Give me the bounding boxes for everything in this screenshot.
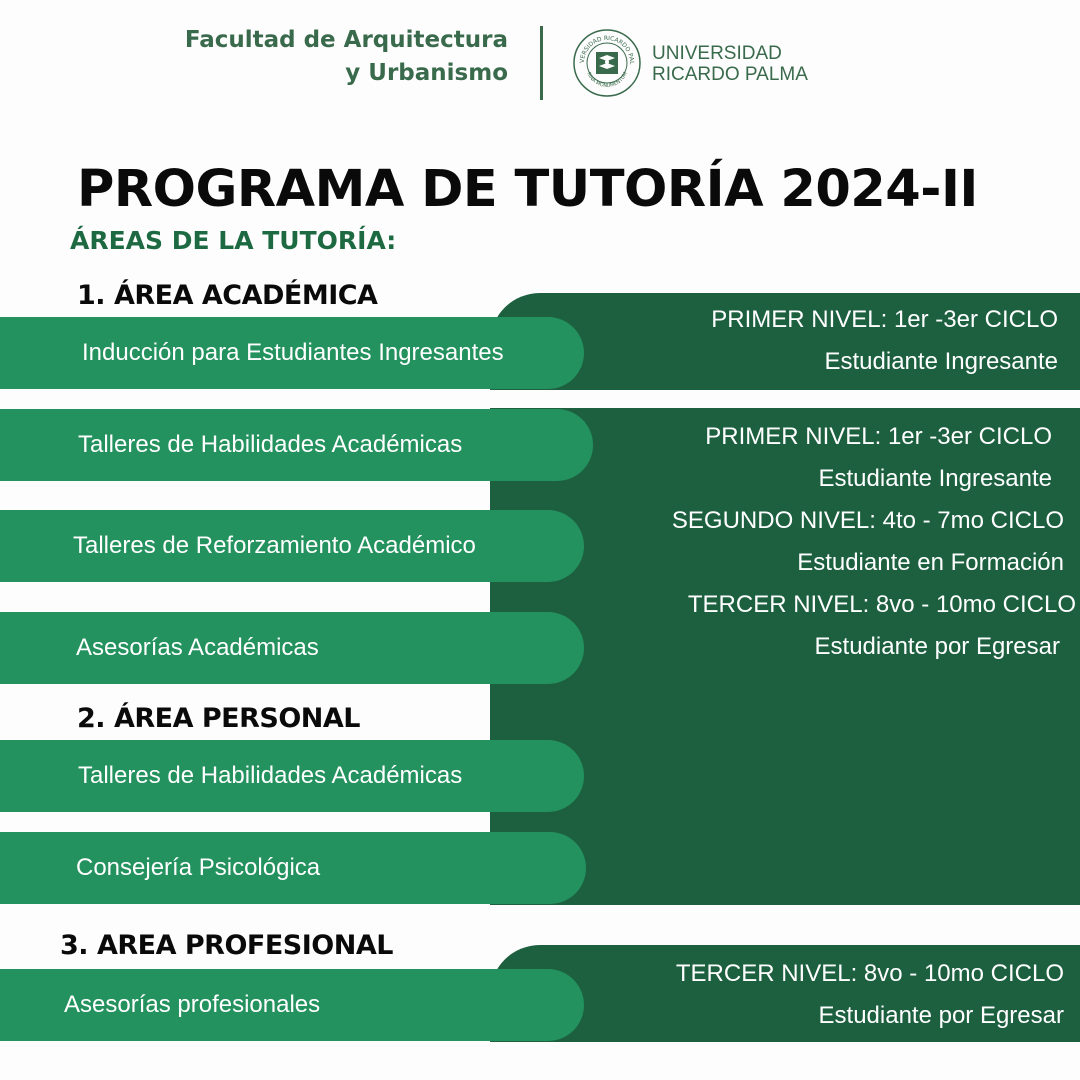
item-label: Asesorías profesionales [64,991,321,1018]
item-label: Asesorías Académicas [76,634,319,661]
level-line: Estudiante en Formación [797,549,1064,576]
faculty-line-1: Facultad de Arquitectura [184,27,508,53]
item-talleres-habilidades [0,409,593,481]
level-line: PRIMER NIVEL: 1er -3er CICLO [711,306,1058,333]
level-line: PRIMER NIVEL: 1er -3er CICLO [705,423,1052,450]
svg-text:RINA MONUMENTUM: RINA MONUMENTUM [585,71,629,90]
section-heading-academic: 1. ÁREA ACADÉMICA [77,280,378,311]
faculty-line-2: y Urbanismo [345,60,508,86]
levels-block-2 [671,416,1076,668]
level-line: TERCER NIVEL: 8vo - 10mo CICLO [687,591,1076,618]
university-line-1: UNIVERSIDAD [652,43,782,64]
item-asesorias-academicas [0,612,584,684]
level-line: TERCER NIVEL: 8vo - 10mo CICLO [675,960,1064,987]
faculty-name [185,24,508,90]
university-name [652,43,808,85]
svg-text:UNIVERSIDAD RICARDO PALMA: VERSIDAD RICARDO PAL [578,34,636,65]
university-line-2: RICARDO PALMA [652,64,808,85]
item-label: Inducción para Estudiantes Ingresantes [82,339,504,366]
levels-block-1 [711,299,1058,383]
levels-block-3 [676,953,1064,1037]
level-line: Estudiante Ingresante [824,348,1058,375]
item-talleres-reforzamiento [0,510,584,582]
item-asesorias-profesionales [0,969,584,1041]
item-label: Consejería Psicológica [76,854,321,881]
university-seal-logo [572,28,642,98]
item-talleres-habilidades-personal [0,740,584,812]
level-line: Estudiante por Egresar [814,633,1060,660]
item-label: Talleres de Habilidades Académicas [78,762,463,789]
item-consejeria [0,832,586,904]
level-line: Estudiante por Egresar [818,1002,1064,1029]
item-label: Talleres de Habilidades Académicas [78,431,463,458]
header-divider [540,26,543,100]
level-line: Estudiante Ingresante [818,465,1052,492]
item-label: Talleres de Reforzamiento Académico [73,532,476,559]
page-subtitle: ÁREAS DE LA TUTORÍA: [70,226,397,255]
page-title: PROGRAMA DE TUTORÍA 2024-II [77,160,978,219]
section-heading-professional: 3. AREA PROFESIONAL [60,930,393,961]
section-heading-personal: 2. ÁREA PERSONAL [77,703,360,734]
item-induccion [0,317,584,389]
level-line: SEGUNDO NIVEL: 4to - 7mo CICLO [671,507,1064,534]
